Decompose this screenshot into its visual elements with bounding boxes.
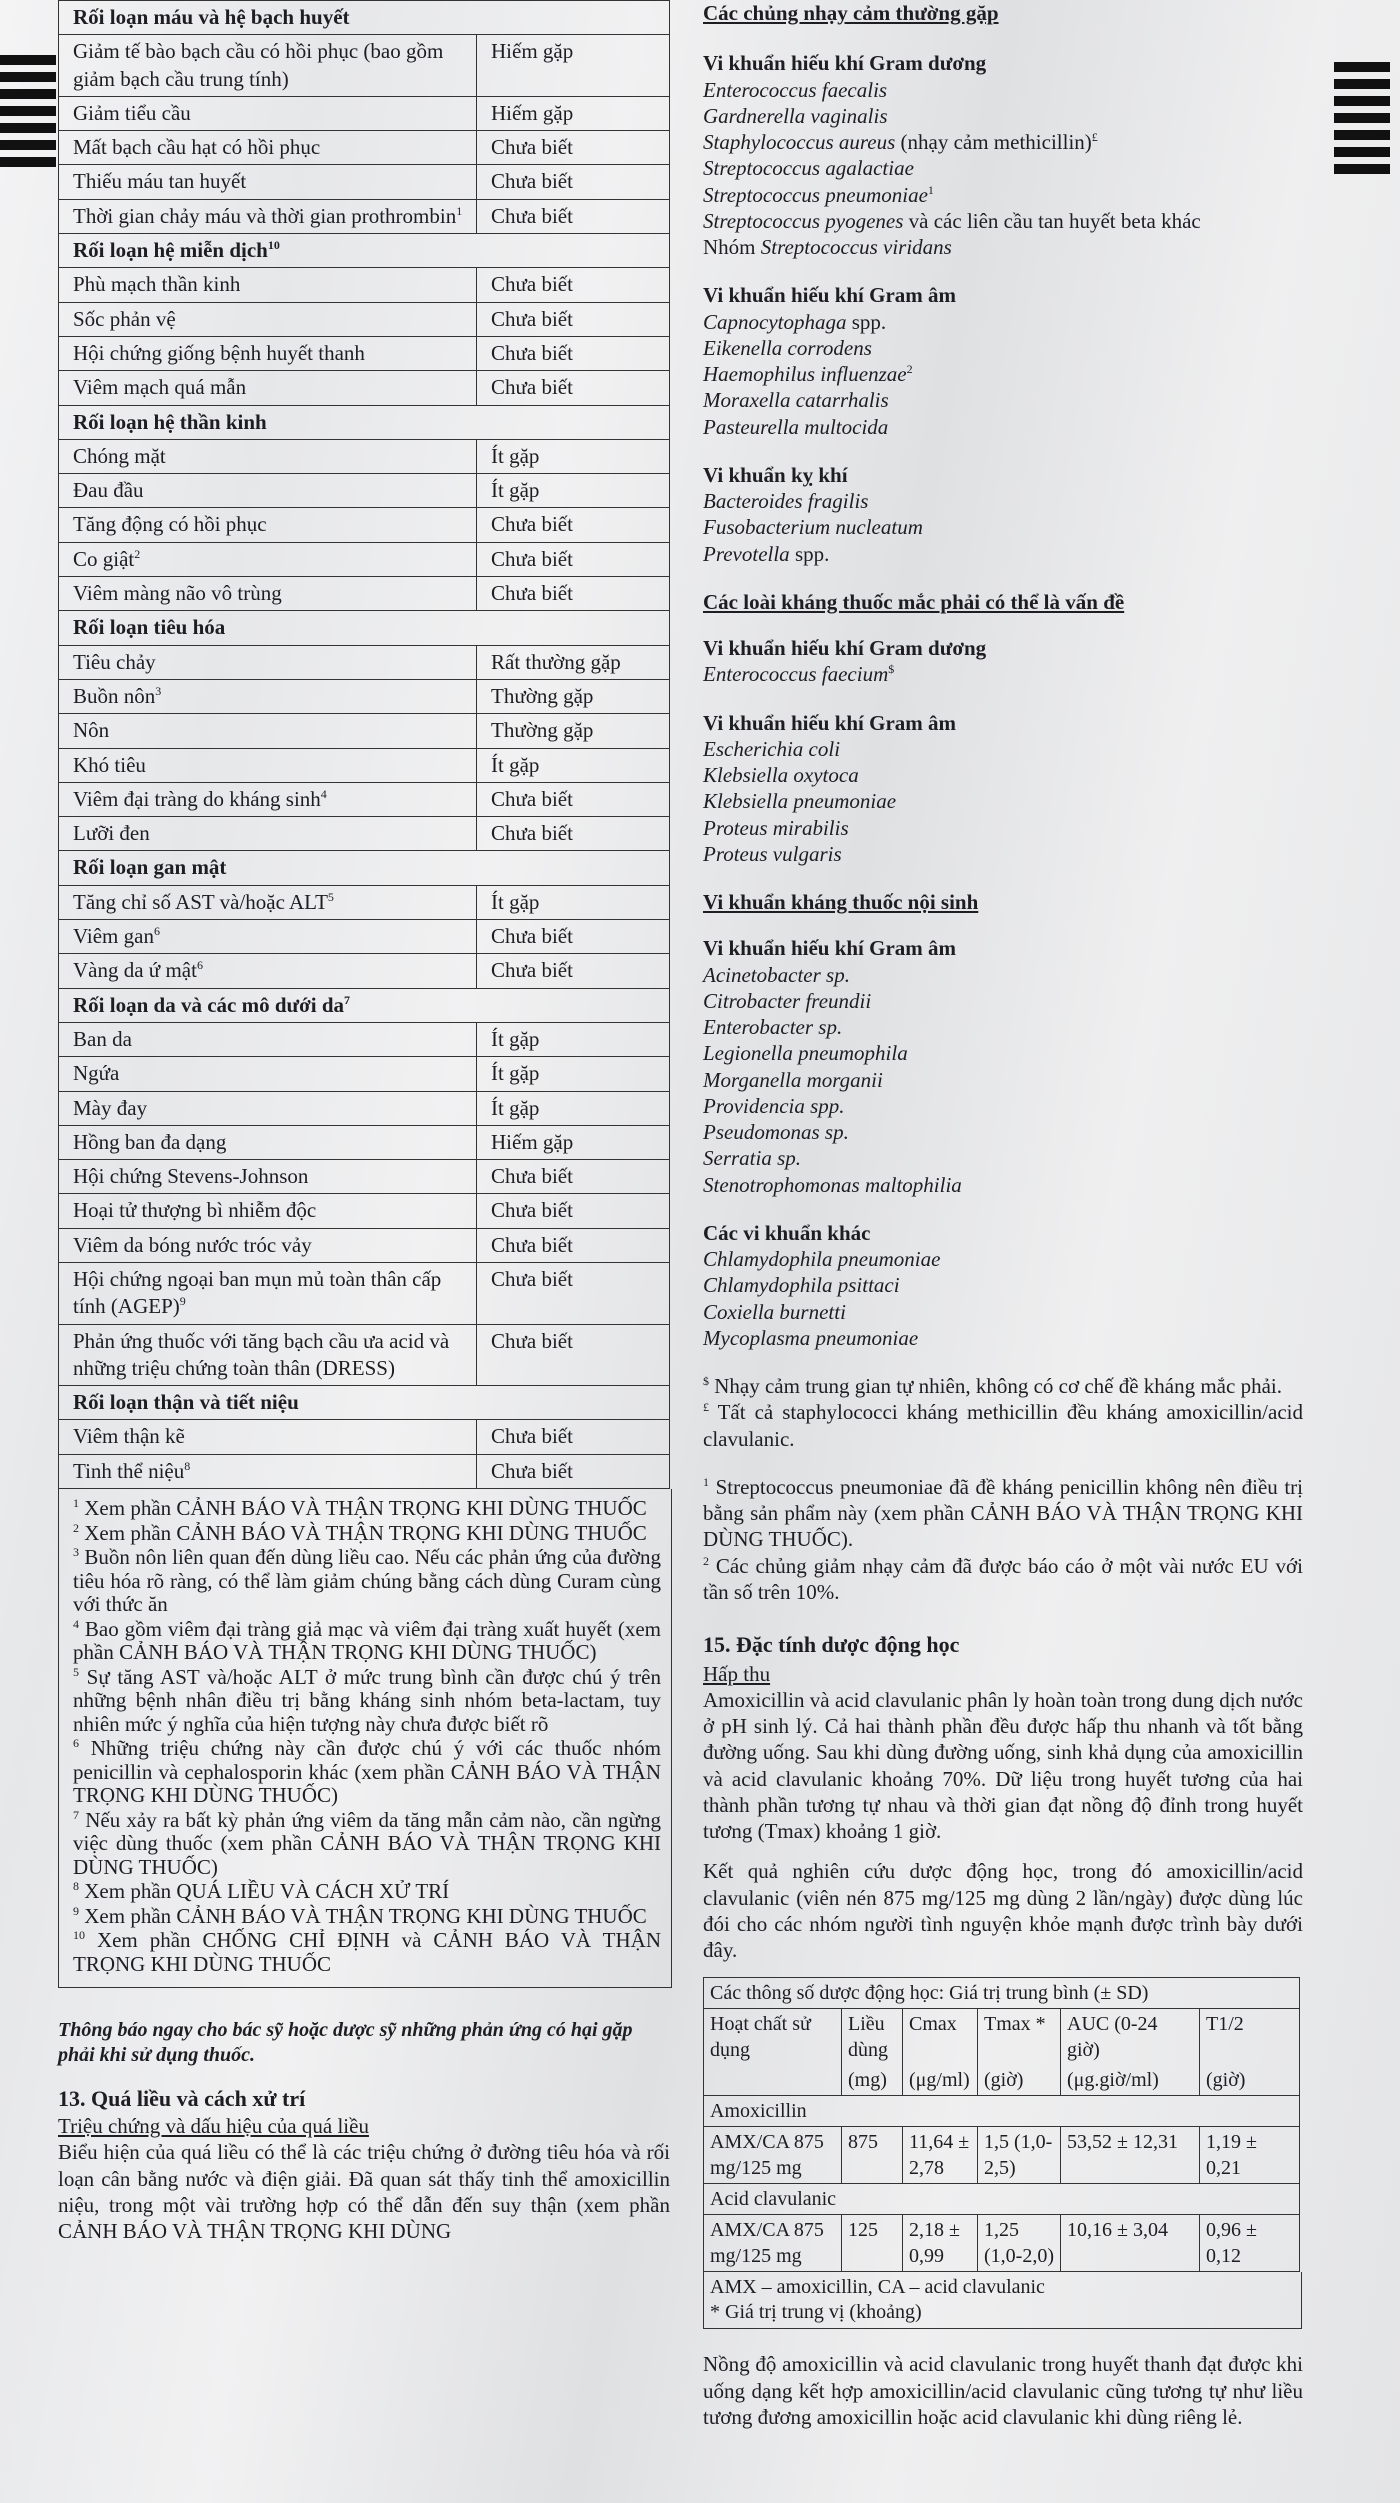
section-15-paragraph-2: Kết quả nghiên cứu dược động học, trong đó amoxicillin/acid clavulanic (viên nén 875 mg/125 mg dùng 2 lần/ngày) được dùng lúc đói cho các nhóm người tình nguyện khỏe mạnh được trình bày dưới đây.	[703, 1859, 1303, 1962]
bacteria-group	[703, 50, 1303, 260]
frequency-cell: Chưa biết	[477, 1420, 670, 1454]
pk-unit-cell	[704, 2065, 842, 2096]
table-row	[59, 542, 670, 576]
species-name: Escherichia coli	[703, 736, 841, 761]
footnote: $^2$ Xem phần CẢNH BÁO VÀ THẬN TRỌNG KHI DÙNG THUỐC	[73, 1520, 647, 1545]
table-row	[59, 748, 670, 782]
species-name: Prevotella	[703, 541, 790, 566]
effect-cell: Tiêu chảy	[59, 645, 477, 679]
table-row	[59, 165, 670, 199]
section-13-text: Biểu hiện của quá liều có thể là các triệu chứng ở đường tiêu hóa và rối loạn cân bằng nước và điện giải. Đã quan sát thấy tinh thể amoxicillin niệu, trong một vài trường hợp có thể dẫn đến suy thận (xem phần CẢNH BÁO VÀ THẬN TRỌNG KHI DÙNG	[58, 2140, 670, 2244]
frequency-cell: Chưa biết	[477, 542, 670, 576]
table-row	[59, 1160, 670, 1194]
bacteria-item	[703, 1119, 1303, 1145]
pk-unit-cell: (μg.giờ/ml)	[1061, 2065, 1200, 2096]
table-row	[59, 96, 670, 130]
effect-cell: Hồng ban đa dạng	[59, 1125, 477, 1159]
table-row	[59, 954, 670, 988]
species-name: Stenotrophomonas maltophilia	[703, 1172, 962, 1197]
table-row	[59, 1091, 670, 1125]
pk-table-footnote	[703, 2272, 1302, 2329]
bacteria-item	[703, 841, 1303, 867]
pk-caption-row	[704, 1978, 1300, 2009]
pk-header-cell: Liều dùng	[842, 2009, 903, 2066]
bacteria-item	[703, 1246, 1303, 1272]
pk-value-row	[704, 2127, 1300, 2184]
footnote: $^6$ Những triệu chứng này cần được chú ý với các thuốc nhóm penicillin và cephalosporin khác (xem phần CẢNH BÁO VÀ THẬN TRỌNG KHI DÙNG THUỐC)	[73, 1736, 661, 1808]
bacteria-item: Prevotella spp.	[703, 541, 830, 566]
species-name: Citrobacter freundii	[703, 988, 872, 1013]
footnote: $^5$ Sự tăng AST và/hoặc ALT ở mức trung bình cần được chú ý trên những bệnh nhân điều trị bằng kháng sinh nhóm beta-lactam, tuy nhiên mức ý nghĩa của hiện tượng này chưa được biết rõ	[73, 1664, 661, 1736]
left-column	[58, 0, 670, 2244]
species-name: Bacteroides fragilis	[703, 489, 869, 513]
effect-cell: Nôn	[59, 714, 477, 748]
bacteria-item	[703, 1325, 1303, 1351]
footnote: $^7$ Nếu xảy ra bất kỳ phản ứng viêm da tăng mẫn cảm nào, cần ngừng việc dùng thuốc (xem phần CẢNH BÁO VÀ THẬN TRỌNG KHI DÙNG THUỐC)	[73, 1807, 661, 1879]
bacteria-item	[703, 1272, 1303, 1298]
superscript: 10	[267, 238, 280, 253]
superscript: 7	[73, 1807, 79, 1822]
pk-value-cell: 11,64 ± 2,78	[903, 2127, 978, 2184]
table-category-row	[59, 611, 670, 645]
effect-cell: Co giật$^2$	[59, 542, 477, 576]
pk-unit-cell: (μg/ml)	[903, 2065, 978, 2096]
frequency-cell: Chưa biết	[477, 165, 670, 199]
superscript: 2	[906, 362, 913, 376]
pk-unit-cell: (giờ)	[1200, 2065, 1300, 2096]
footnote: $^{10}$ Xem phần CHỐNG CHỈ ĐỊNH và CẢNH BÁO VÀ THẬN TRỌNG KHI DÙNG THUỐC	[73, 1928, 661, 1976]
group-title: Vi khuẩn hiếu khí Gram âm	[703, 936, 957, 961]
frequency-cell: Ít gặp	[477, 439, 670, 473]
footnote: $^9$ Xem phần CẢNH BÁO VÀ THẬN TRỌNG KHI DÙNG THUỐC	[73, 1903, 647, 1928]
species-name: Chlamydophila pneumoniae	[703, 1247, 941, 1271]
bacteria-item	[703, 77, 1303, 103]
frequency-cell: Chưa biết	[477, 1262, 670, 1324]
table-row	[59, 1262, 670, 1324]
frequency-cell: Chưa biết	[477, 1454, 670, 1488]
species-name: Capnocytophaga	[703, 309, 847, 334]
frequency-cell: Hiếm gặp	[477, 1125, 670, 1159]
bacteria-item	[703, 815, 1303, 841]
bacteria-item: Streptococcus pyogenes và các liên cầu tan huyết beta khác	[703, 208, 1201, 233]
effect-cell: Đau đầu	[59, 474, 477, 508]
frequency-cell: Ít gặp	[477, 1057, 670, 1091]
bacteria-item	[703, 1067, 1303, 1093]
table-row	[59, 302, 670, 336]
barcode-right	[1334, 62, 1390, 181]
bacteria-item	[703, 1014, 1303, 1040]
bacteria-item	[703, 1299, 1303, 1325]
species-name: Klebsiella pneumoniae	[703, 789, 897, 814]
category-label: Rối loạn máu và hệ bạch huyết	[59, 1, 670, 35]
table-category-row	[59, 988, 670, 1022]
superscript: 1	[456, 203, 463, 218]
species-name: Enterobacter sp.	[703, 1015, 843, 1039]
table-row	[59, 1194, 670, 1228]
footnote-1: $^1$ Streptococcus pneumoniae đã đề kháng penicillin không nên điều trị bằng sản phẩm này (xem phần CẢNH BÁO VÀ THẬN TRỌNG KHI DÙNG THUỐC).	[703, 1474, 1304, 1552]
pk-header-cell: Hoạt chất sử dụng	[704, 2009, 842, 2066]
category-label: Rối loạn tiêu hóa	[59, 611, 670, 645]
pk-unit-row	[704, 2065, 1300, 2096]
bacteria-item: Capnocytophaga spp.	[703, 309, 887, 334]
frequency-cell: Ít gặp	[477, 885, 670, 919]
species-name: Streptococcus viridans	[760, 235, 952, 259]
pk-header-cell: AUC (0-24 giờ)	[1061, 2009, 1200, 2066]
section-15-heading: 15. Đặc tính dược động học	[703, 1632, 960, 1657]
species-name: Coxiella burnetti	[703, 1299, 846, 1324]
pk-value-cell: 1,5 (1,0-2,5)	[978, 2127, 1061, 2184]
table-row	[59, 508, 670, 542]
species-name: Moraxella catarrhalis	[703, 388, 889, 413]
bacteria-item: Nhóm Streptococcus viridans	[703, 235, 952, 259]
species-name: Streptococcus pyogenes	[703, 208, 904, 233]
group-title: Vi khuẩn hiếu khí Gram âm	[703, 710, 957, 735]
superscript: £	[1091, 130, 1098, 144]
pk-header-cell: Tmax *	[978, 2009, 1061, 2066]
frequency-cell: Chưa biết	[477, 1228, 670, 1262]
bacteria-group	[703, 462, 1303, 567]
pk-foot-median: * Giá trị trung vị (khoảng)	[710, 2301, 922, 2324]
effect-cell: Phản ứng thuốc với tăng bạch cầu ưa acid và những triệu chứng toàn thân (DRESS)	[59, 1324, 477, 1386]
frequency-cell: Chưa biết	[477, 1324, 670, 1386]
footnote: $^1$ Xem phần CẢNH BÁO VÀ THẬN TRỌNG KHI DÙNG THUỐC	[73, 1496, 647, 1521]
table-row	[59, 268, 670, 302]
table-row	[59, 1057, 670, 1091]
table-row	[59, 1125, 670, 1159]
bacteria-item	[703, 414, 1303, 440]
frequency-cell: Chưa biết	[477, 302, 670, 336]
table-row	[59, 1420, 670, 1454]
category-label: Rối loạn gan mật	[59, 851, 670, 885]
species-name: Mycoplasma pneumoniae	[703, 1325, 919, 1350]
bacteria-group	[703, 635, 1303, 688]
effect-cell: Mất bạch cầu hạt có hồi phục	[59, 131, 477, 165]
effect-cell: Hội chứng Stevens-Johnson	[59, 1160, 477, 1194]
effect-cell: Tinh thể niệu$^8$	[59, 1454, 477, 1488]
effect-cell: Viêm màng não vô trùng	[59, 577, 477, 611]
frequency-cell: Chưa biết	[477, 268, 670, 302]
species-name: Eikenella corrodens	[703, 335, 872, 360]
frequency-cell: Chưa biết	[477, 782, 670, 816]
bacteria-item	[703, 387, 1303, 413]
table-row	[59, 817, 670, 851]
category-label: Rối loạn thận và tiết niệu	[59, 1386, 670, 1420]
bacteria-item: Staphylococcus aureus (nhạy cảm methicillin)£	[703, 130, 1098, 154]
right-column	[703, 0, 1303, 2430]
pk-group-name: Amoxicillin	[704, 2096, 1300, 2127]
barcode-left	[0, 55, 56, 174]
pk-value-cell: 53,52 ± 12,31	[1061, 2127, 1200, 2184]
footnote-dollar: $ Nhạy cảm trung gian tự nhiên, không có cơ chế đề kháng mắc phải.	[703, 1374, 1282, 1398]
frequency-cell: Ít gặp	[477, 748, 670, 782]
frequency-cell: Chưa biết	[477, 1194, 670, 1228]
pk-group-row	[704, 2096, 1300, 2127]
species-name: Proteus vulgaris	[703, 841, 842, 866]
bacteria-item	[703, 514, 1303, 540]
table-row	[59, 35, 670, 97]
adverse-effects-table	[58, 0, 670, 1489]
superscript: 4	[320, 786, 327, 801]
effect-cell: Hội chứng giống bệnh huyết thanh	[59, 336, 477, 370]
pk-value-cell: 10,16 ± 3,04	[1061, 2215, 1200, 2272]
table-row	[59, 920, 670, 954]
species-name: Legionella pneumophila	[703, 1041, 908, 1066]
section-15-paragraph-1: Amoxicillin và acid clavulanic phân ly hoàn toàn trong dung dịch nước ở pH sinh lý. Cả hai thành phần đều được hấp thu nhanh và tốt bằng đường uống. Sau khi dùng đường uống, sinh khả dụng của amoxicillin và acid clavulanic khoảng 70%. Dữ liệu trong huyết tương của hai thành phần tương tự nhau và thời gian đạt nồng độ đỉnh trong huyết tương (Tmax) khoảng 1 giờ.	[703, 1687, 1303, 1843]
acquired-resistance-heading: Các loài kháng thuốc mắc phải có thể là vấn đề	[703, 589, 1125, 614]
species-name: Streptococcus agalactiae	[703, 156, 914, 181]
bacteria-item	[703, 1093, 1303, 1119]
superscript: 8	[73, 1879, 79, 1894]
bacteria-item	[703, 962, 1303, 988]
table-row	[59, 131, 670, 165]
effect-cell: Buồn nôn$^3$	[59, 679, 477, 713]
effect-cell: Viêm đại tràng do kháng $\sinh^4$	[59, 782, 477, 816]
species-name: Streptococcus pneumoniae	[703, 182, 928, 207]
superscript: 7	[344, 992, 351, 1007]
pk-value-row	[704, 2215, 1300, 2272]
superscript: 6	[73, 1736, 79, 1751]
pk-value-cell: 0,96 ± 0,12	[1200, 2215, 1300, 2272]
effect-cell: Tăng động có hồi phục	[59, 508, 477, 542]
footnote-2: $^2$ Các chủng giảm nhạy cảm đã được báo cáo ở một vài nước EU với tần số trên 10%.	[703, 1553, 1303, 1604]
footnote-pound: £ Tất cả staphylococci kháng methicillin đều kháng amoxicillin/acid clavulanic.	[703, 1400, 1303, 1451]
frequency-cell: Chưa biết	[477, 1160, 670, 1194]
bacteria-item	[703, 335, 1303, 361]
category-label: Rối loạn hệ miễn dịch$^{10}$	[59, 234, 670, 268]
frequency-cell: Hiếm gặp	[477, 35, 670, 97]
bacteria-item	[703, 1040, 1303, 1066]
table-row	[59, 645, 670, 679]
species-name: Gardnerella vaginalis	[703, 103, 888, 128]
superscript: 1	[927, 182, 934, 197]
section-15-subheading: Hấp thu	[703, 1661, 771, 1686]
species-name: Acinetobacter sp.	[703, 962, 850, 987]
bacteria-item	[703, 1145, 1303, 1171]
effect-cell: Lưỡi đen	[59, 817, 477, 851]
effect-cell: Khó tiêu	[59, 748, 477, 782]
frequency-cell: Chưa biết	[477, 336, 670, 370]
table-row	[59, 714, 670, 748]
frequency-cell: Chưa biết	[477, 920, 670, 954]
pharmacokinetics-table	[703, 1977, 1300, 2272]
table-category-row	[59, 851, 670, 885]
susceptible-groups	[703, 50, 1303, 567]
superscript: 10	[73, 1928, 85, 1943]
effect-cell: Ban da	[59, 1022, 477, 1056]
pk-value-cell: 125	[842, 2215, 903, 2272]
species-name: Klebsiella oxytoca	[703, 763, 859, 787]
species-name: Pseudomonas sp.	[703, 1120, 849, 1144]
table-category-row	[59, 1, 670, 35]
species-name: Haemophilus influenzae	[703, 362, 907, 386]
frequency-cell: Chưa biết	[477, 131, 670, 165]
section-13-subheading: Triệu chứng và dấu hiệu của quá liều	[58, 2114, 369, 2139]
pk-header-cell: Cmax	[903, 2009, 978, 2066]
group-title: Các vi khuẩn khác	[703, 1220, 871, 1245]
table-row	[59, 577, 670, 611]
frequency-cell: Ít gặp	[477, 1091, 670, 1125]
pk-header-cell: T1/2	[1200, 2009, 1300, 2066]
pk-value-cell: AMX/CA 875 mg/125 mg	[704, 2127, 842, 2184]
table-row	[59, 885, 670, 919]
pk-group-row	[704, 2184, 1300, 2215]
bacteria-item	[703, 488, 1303, 514]
table-row	[59, 199, 670, 233]
species-name: Staphylococcus aureus	[703, 130, 896, 154]
inherent-resistance-groups	[703, 935, 1303, 1351]
frequency-cell: Ít gặp	[477, 474, 670, 508]
frequency-cell: Thường gặp	[477, 679, 670, 713]
bacteria-item	[703, 736, 1303, 762]
effect-cell: Giảm tế bào bạch cầu có hồi phục (bao gồm giảm bạch cầu trung tính)	[59, 35, 477, 97]
table-row	[59, 336, 670, 370]
superscript: 2	[134, 546, 141, 561]
frequency-cell: Chưa biết	[477, 199, 670, 233]
superscript: 2	[73, 1520, 79, 1535]
effect-cell: Phù mạch thần kinh	[59, 268, 477, 302]
effect-cell: Viêm thận kẽ	[59, 1420, 477, 1454]
bacteria-group	[703, 1220, 1303, 1351]
species-name: Proteus mirabilis	[703, 815, 849, 840]
bacteria-item	[703, 661, 1303, 687]
adverse-effects-footnotes	[58, 1489, 672, 1988]
effect-cell: Sốc phản vệ	[59, 302, 477, 336]
effect-cell: Hội chứng ngoại ban mụn mủ toàn thân cấp tính (AGEP)$^9$	[59, 1262, 477, 1324]
species-name: Pasteurella multocida	[703, 414, 889, 439]
frequency-cell: Chưa biết	[477, 817, 670, 851]
superscript: 9	[73, 1903, 79, 1918]
frequency-cell: Thường gặp	[477, 714, 670, 748]
pk-value-cell: 1,25 (1,0-2,0)	[978, 2215, 1061, 2272]
superscript: 8	[184, 1458, 191, 1473]
pk-foot-abbrev: AMX – amoxicillin, CA – acid clavulanic	[710, 2276, 1045, 2299]
effect-cell: Mày đay	[59, 1091, 477, 1125]
footnote: $^3$ Buồn nôn liên quan đến dùng liều cao. Nếu các phản ứng của đường tiêu hóa rõ ràng, có thể làm giảm chúng bằng cách dùng Curam cùng với thức ăn	[73, 1545, 661, 1617]
bacteria-item	[703, 182, 1303, 208]
pk-value-cell: 2,18 ± 0,99	[903, 2215, 978, 2272]
inherent-resistance-heading: Vi khuẩn kháng thuốc nội sinh	[703, 890, 979, 914]
superscript: 3	[155, 683, 162, 698]
table-category-row	[59, 1386, 670, 1420]
frequency-cell: Chưa biết	[477, 954, 670, 988]
effect-cell: Viêm gan$^6$	[59, 920, 477, 954]
table-row	[59, 474, 670, 508]
susceptible-heading: Các chủng nhạy cảm thường gặp	[703, 1, 999, 25]
species-name: Serratia sp.	[703, 1146, 802, 1171]
frequency-cell: Chưa biết	[477, 371, 670, 405]
superscript: 5	[73, 1664, 79, 1679]
frequency-cell: Hiếm gặp	[477, 96, 670, 130]
pk-value-cell: 875	[842, 2127, 903, 2184]
superscript: 5	[327, 889, 334, 904]
effect-cell: Tăng chỉ số AST và/hoặc ALT$^5$	[59, 885, 477, 919]
pk-header-row	[704, 2009, 1300, 2066]
superscript: $	[888, 662, 895, 677]
acquired-resistance-groups	[703, 635, 1303, 867]
table-row	[59, 1454, 670, 1488]
frequency-cell: Chưa biết	[477, 577, 670, 611]
table-category-row	[59, 405, 670, 439]
bacteria-item	[703, 988, 1303, 1014]
species-name: Providencia spp.	[703, 1093, 845, 1118]
footnote: $^8$ Xem phần QUÁ LIỀU VÀ CÁCH XỬ TRÍ	[73, 1879, 450, 1904]
species-name: Enterococcus faecalis	[703, 77, 888, 102]
species-name: Enterococcus faecium	[703, 662, 889, 687]
group-title: Vi khuẩn hiếu khí Gram dương	[703, 636, 987, 660]
bacteria-item	[703, 762, 1303, 788]
effect-cell: Chóng mặt	[59, 439, 477, 473]
species-name: Chlamydophila psittaci	[703, 1273, 900, 1298]
resistance-footnotes	[703, 1373, 1303, 1605]
table-row	[59, 1228, 670, 1262]
bacteria-group	[703, 935, 1303, 1198]
table-category-row	[59, 234, 670, 268]
bacteria-item	[703, 103, 1303, 129]
footnote: $^4$ Bao gồm viêm đại tràng giả mạc và viêm đại tràng xuất huyết (xem phần CẢNH BÁO VÀ THẬN TRỌNG KHI DÙNG THUỐC)	[73, 1616, 661, 1665]
table-row	[59, 371, 670, 405]
table-row	[59, 439, 670, 473]
bacteria-item	[703, 361, 1303, 387]
frequency-cell: Rất thường gặp	[477, 645, 670, 679]
superscript: 4	[73, 1616, 79, 1631]
group-title: Vi khuẩn hiếu khí Gram dương	[703, 51, 987, 76]
effect-cell: Viêm da bóng nước tróc vảy	[59, 1228, 477, 1262]
effect-cell: Vàng da ứ mật$^6$	[59, 954, 477, 988]
pk-group-name: Acid clavulanic	[704, 2184, 1300, 2215]
superscript: 3	[73, 1545, 79, 1560]
effect-cell: Hoại tử thượng bì nhiễm độc	[59, 1194, 477, 1228]
species-name: Fusobacterium nucleatum	[703, 515, 923, 540]
pk-unit-cell: (giờ)	[978, 2065, 1061, 2096]
report-warning: Thông báo ngay cho bác sỹ hoặc dược sỹ những phản ứng có hại gặp phải khi sử dụng thuốc.	[58, 2019, 633, 2067]
bacteria-group	[703, 282, 1303, 440]
effect-cell: Thời gian chảy máu và thời gian prothrombin$^1$	[59, 199, 477, 233]
frequency-cell: Chưa biết	[477, 508, 670, 542]
pk-value-cell: 1,19 ± 0,21	[1200, 2127, 1300, 2184]
table-row	[59, 679, 670, 713]
group-title: Vi khuẩn kỵ khí	[703, 462, 848, 487]
bacteria-item	[703, 788, 1303, 814]
effect-cell: Giảm tiểu cầu	[59, 96, 477, 130]
species-name: Morganella morganii	[703, 1067, 883, 1092]
effect-cell: Viêm mạch quá mẫn	[59, 371, 477, 405]
category-label: Rối loạn da và các mô dưới $da^7$	[59, 988, 670, 1022]
table-row	[59, 782, 670, 816]
table-row	[59, 1022, 670, 1056]
effect-cell: Ngứa	[59, 1057, 477, 1091]
superscript: 1	[73, 1496, 79, 1511]
section-15-paragraph-3: Nồng độ amoxicillin và acid clavulanic trong huyết thanh đạt được khi uống dạng kết hợp amoxicillin/acid clavulanic cũng tương tự như liều tương đương amoxicillin hoặc acid clavulanic khi dùng riêng lẻ.	[703, 2352, 1303, 2429]
section-13-heading: 13. Quá liều và cách xử trí	[58, 2086, 306, 2112]
group-title: Vi khuẩn hiếu khí Gram âm	[703, 283, 957, 308]
table-row	[59, 1324, 670, 1386]
pk-caption: Các thông số dược động học: Giá trị trung bình (± SD)	[704, 1978, 1300, 2009]
pk-value-cell: AMX/CA 875 mg/125 mg	[704, 2215, 842, 2272]
pk-unit-cell: (mg)	[842, 2065, 903, 2096]
bacteria-item	[703, 155, 1303, 181]
effect-cell: Thiếu máu tan huyết	[59, 165, 477, 199]
category-label: Rối loạn hệ thần kinh	[59, 405, 670, 439]
bacteria-group	[703, 710, 1303, 868]
superscript: 6	[153, 924, 160, 939]
frequency-cell: Ít gặp	[477, 1022, 670, 1056]
superscript: 9	[179, 1294, 186, 1309]
bacteria-item	[703, 1172, 1303, 1198]
superscript: 6	[196, 958, 203, 973]
